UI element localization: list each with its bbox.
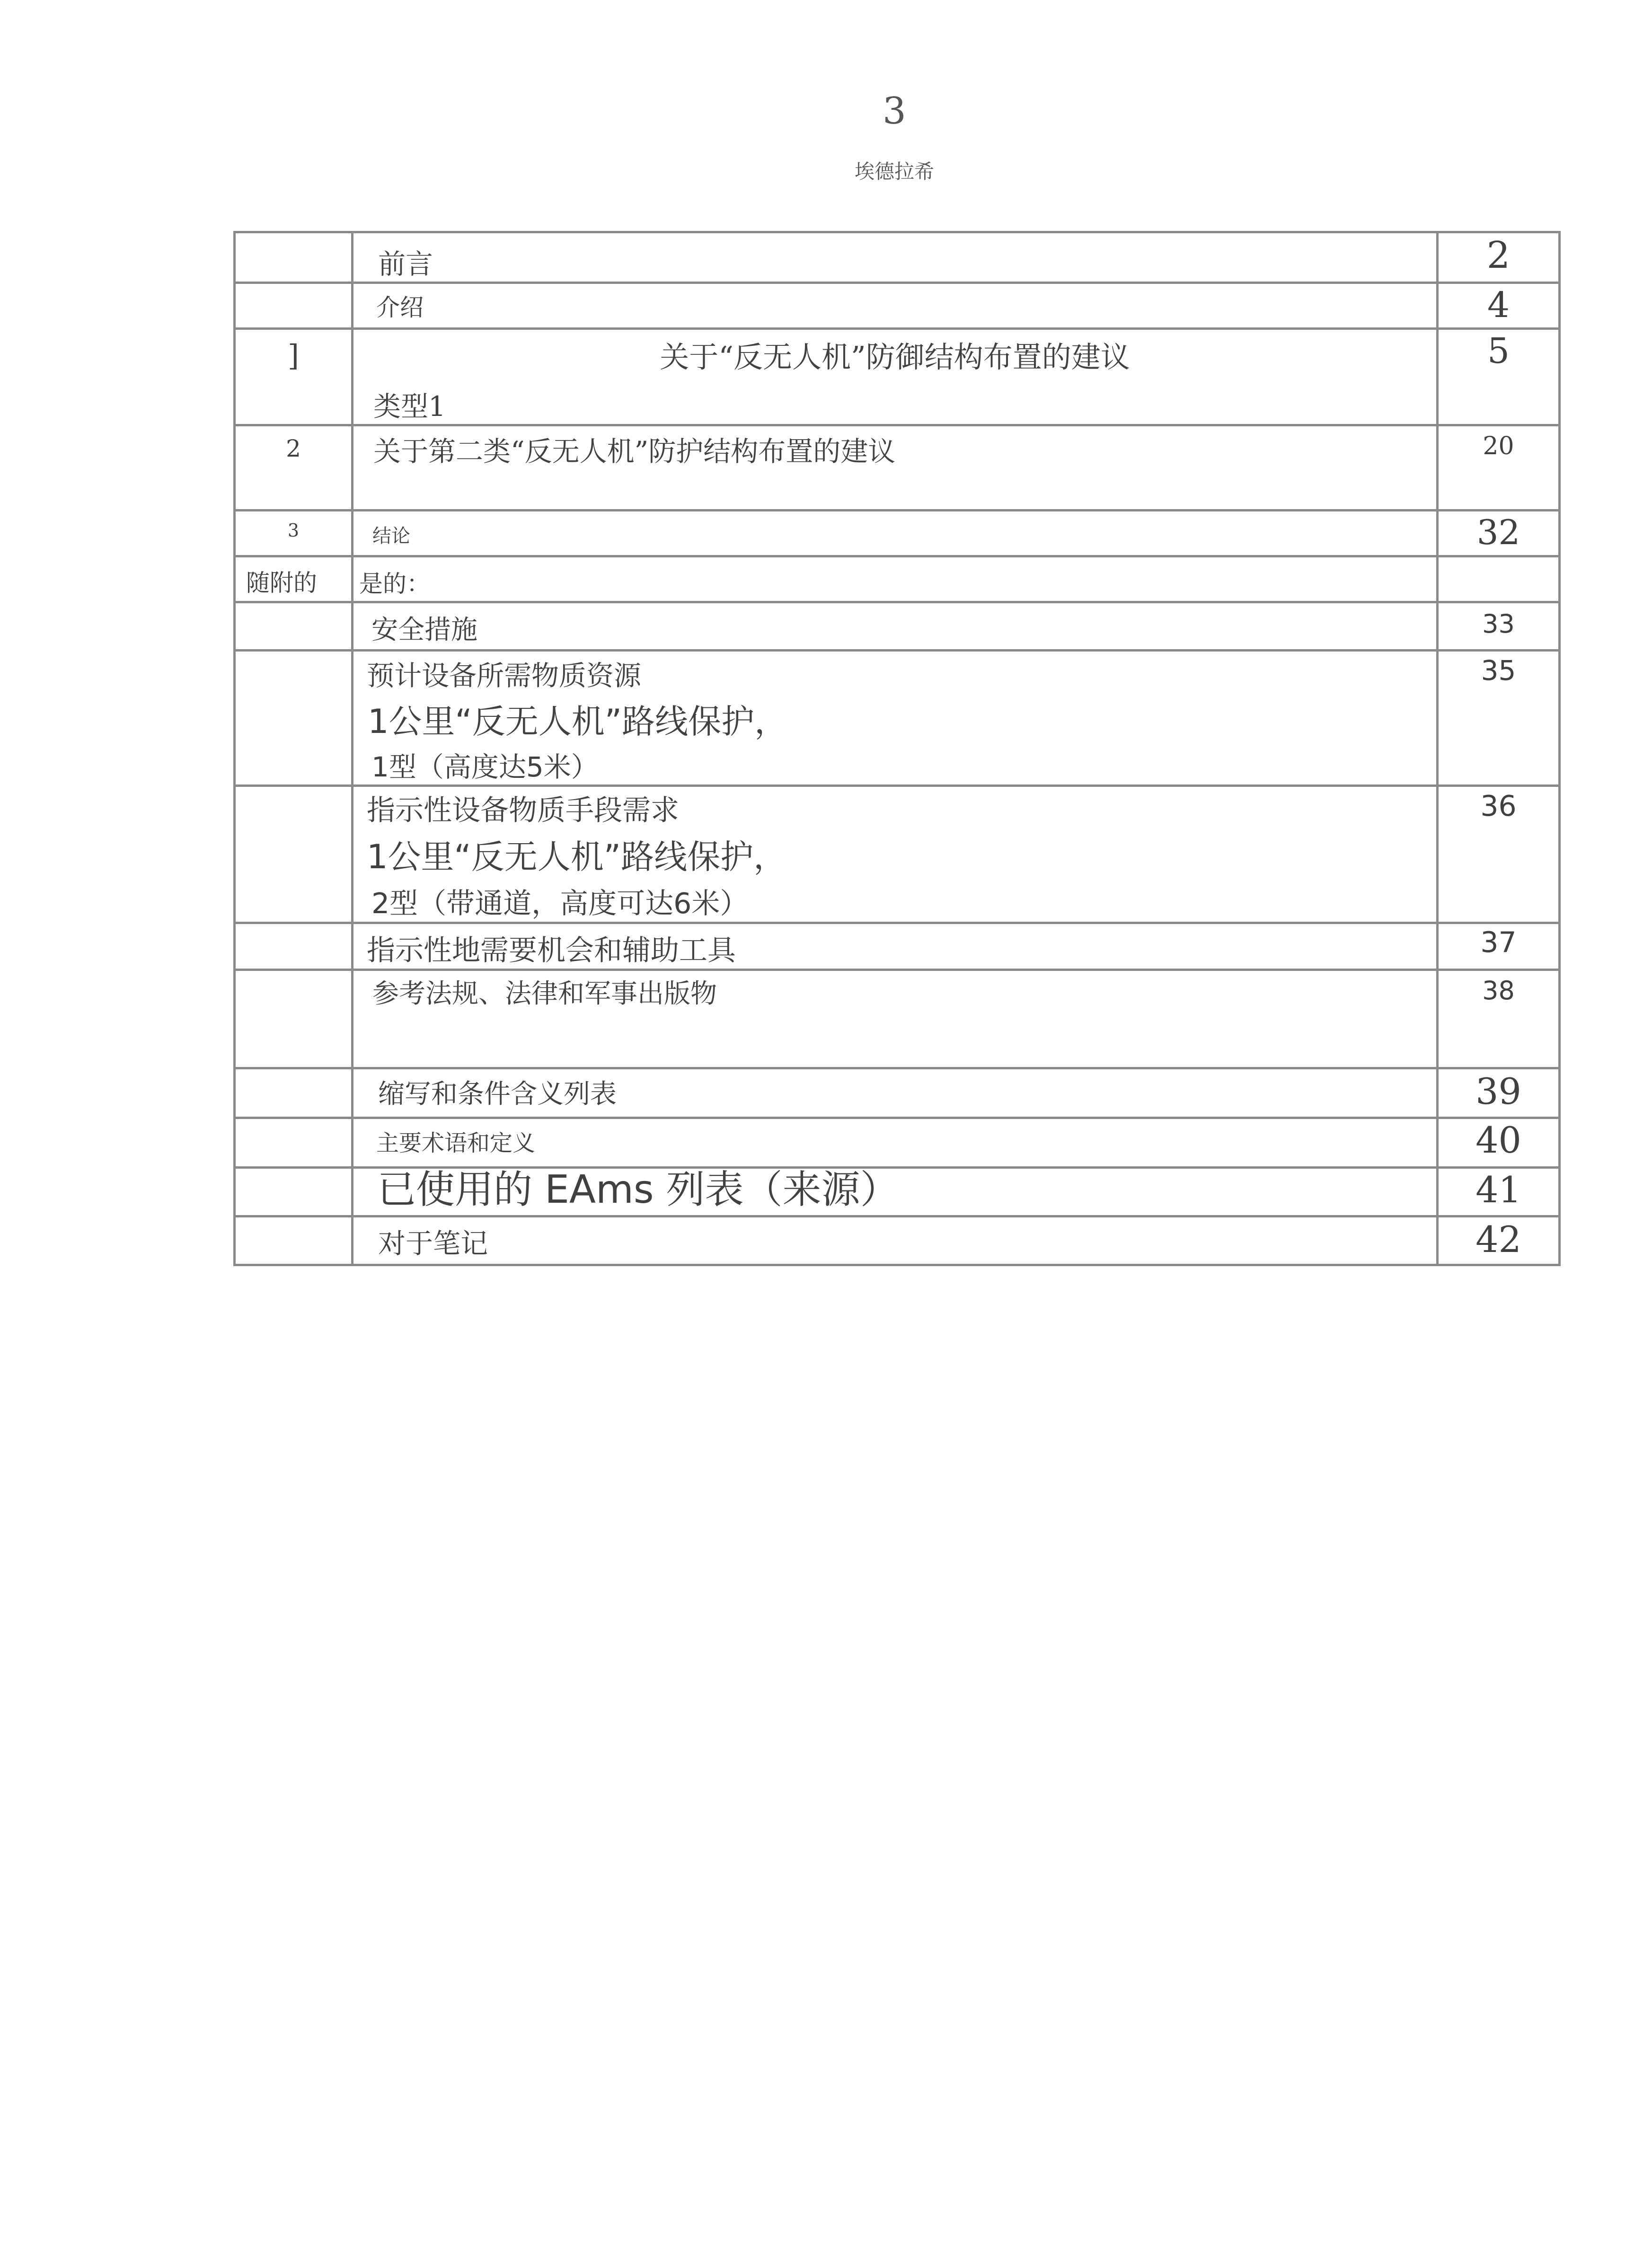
toc-page-text: 4: [1487, 285, 1510, 326]
toc-page-text: 37: [1480, 926, 1517, 959]
toc-row: [235, 329, 1560, 425]
toc-title-text: 结论: [372, 525, 410, 547]
toc-page-text: 38: [1482, 976, 1515, 1005]
toc-page-text: 2: [1486, 234, 1511, 277]
toc-page: [1438, 651, 1560, 786]
toc-row: [235, 556, 1560, 602]
toc-row: [235, 970, 1560, 1068]
toc-page-text: 32: [1476, 512, 1520, 552]
toc-title-text: 是的：: [359, 570, 430, 598]
toc-row: [235, 425, 1560, 511]
toc-number: 2: [235, 425, 353, 511]
toc-title-text: 关于第二类“反无人机”防护结构布置的建议: [373, 435, 896, 467]
toc-number: [235, 786, 353, 923]
toc-title-text: 预计设备所需物质资源: [367, 660, 642, 692]
toc-title: [353, 1216, 1438, 1265]
toc-page-text: 42: [1475, 1218, 1521, 1260]
toc-number: 3: [235, 511, 353, 556]
toc-page-text: 5: [1487, 331, 1510, 371]
toc-title-text-line3: 1型（高度达5米）: [371, 751, 599, 783]
toc-page: [1438, 923, 1560, 970]
toc-title-text: 缩写和条件含义列表: [378, 1079, 617, 1110]
toc-row: [235, 1068, 1560, 1118]
toc-page: [1438, 1068, 1560, 1118]
toc-page: [1438, 556, 1560, 602]
toc-row: [235, 1216, 1560, 1265]
toc-title: [353, 651, 1438, 786]
toc-title-text-line2: 1公里“反无人机”路线保护，: [368, 702, 788, 741]
toc-title: [353, 511, 1438, 556]
toc-number: ]: [235, 329, 353, 425]
toc-page: [1438, 1118, 1560, 1168]
toc-title-text: 关于“反无人机”防御结构布置的建议: [660, 340, 1130, 374]
toc-number: [235, 651, 353, 786]
toc-page: [1438, 786, 1560, 923]
toc-number: [235, 232, 353, 283]
toc-title: [353, 786, 1438, 923]
toc-title-text: 介绍: [376, 294, 424, 321]
toc-title-text-line3: 2型（带通道，高度可达6米）: [371, 887, 749, 920]
toc-row: [235, 283, 1560, 329]
toc-row: [235, 786, 1560, 923]
toc-title: [353, 923, 1438, 970]
toc-title: [353, 1068, 1438, 1118]
toc-title-text: 指示性设备物质手段需求: [367, 794, 679, 827]
toc-page-text: 36: [1480, 790, 1517, 823]
toc-page: [1438, 283, 1560, 329]
toc-title-text: 主要术语和定义: [376, 1130, 536, 1156]
toc-title-text: 指示性地需要机会和辅助工具: [367, 934, 736, 967]
toc-row: [235, 651, 1560, 786]
toc-number: [235, 970, 353, 1068]
toc-title: [353, 283, 1438, 329]
toc-title: [353, 1118, 1438, 1168]
toc-page: [1438, 425, 1560, 511]
toc-title: [353, 970, 1438, 1068]
toc-number: [235, 1168, 353, 1216]
toc-row: [235, 602, 1560, 651]
toc-number: [235, 602, 353, 651]
toc-page: [1438, 1216, 1560, 1265]
toc-page: [1438, 970, 1560, 1068]
toc-number: 随附的: [235, 556, 353, 602]
toc-page-text: 40: [1475, 1119, 1521, 1161]
table-of-contents: [233, 231, 1561, 1266]
toc-page: [1438, 511, 1560, 556]
toc-page-text: 20: [1483, 432, 1514, 460]
toc-title-text: 对于笔记: [378, 1227, 488, 1260]
toc-number: [235, 923, 353, 970]
toc-row: [235, 923, 1560, 970]
toc-page: [1438, 232, 1560, 283]
toc-title-text: 已使用的 EAms 列表（来源）: [377, 1167, 899, 1212]
toc-title: [353, 329, 1438, 425]
toc-row: [235, 1168, 1560, 1216]
toc-title: [353, 602, 1438, 651]
author-name: 埃德拉希: [854, 160, 934, 183]
toc-page: [1438, 602, 1560, 651]
toc-title: [353, 232, 1438, 283]
toc-number: [235, 1216, 353, 1265]
toc-title-text: 前言: [378, 248, 433, 280]
toc-page-text: 33: [1482, 609, 1515, 639]
toc-title: [353, 1168, 1438, 1216]
toc-page: [1438, 329, 1560, 425]
toc-page: [1438, 1168, 1560, 1216]
toc-number: [235, 283, 353, 329]
toc-row: [235, 511, 1560, 556]
toc-number: [235, 1068, 353, 1118]
toc-title-text: 安全措施: [371, 615, 477, 645]
toc-page-text: 39: [1475, 1070, 1521, 1112]
toc-number: [235, 1118, 353, 1168]
toc-row: [235, 232, 1560, 283]
toc-title: [353, 425, 1438, 511]
toc-page-text: 35: [1481, 654, 1516, 687]
page-number: 3: [883, 90, 906, 132]
toc-row: [235, 1118, 1560, 1168]
toc-title-text: 参考法规、法律和军事出版物: [372, 978, 717, 1009]
toc-title-text-line2: 类型1: [373, 390, 446, 423]
toc-title: [353, 556, 1438, 602]
toc-title-text-line2: 1公里“反无人机”路线保护，: [367, 837, 787, 876]
toc-page-text: 41: [1475, 1169, 1521, 1211]
